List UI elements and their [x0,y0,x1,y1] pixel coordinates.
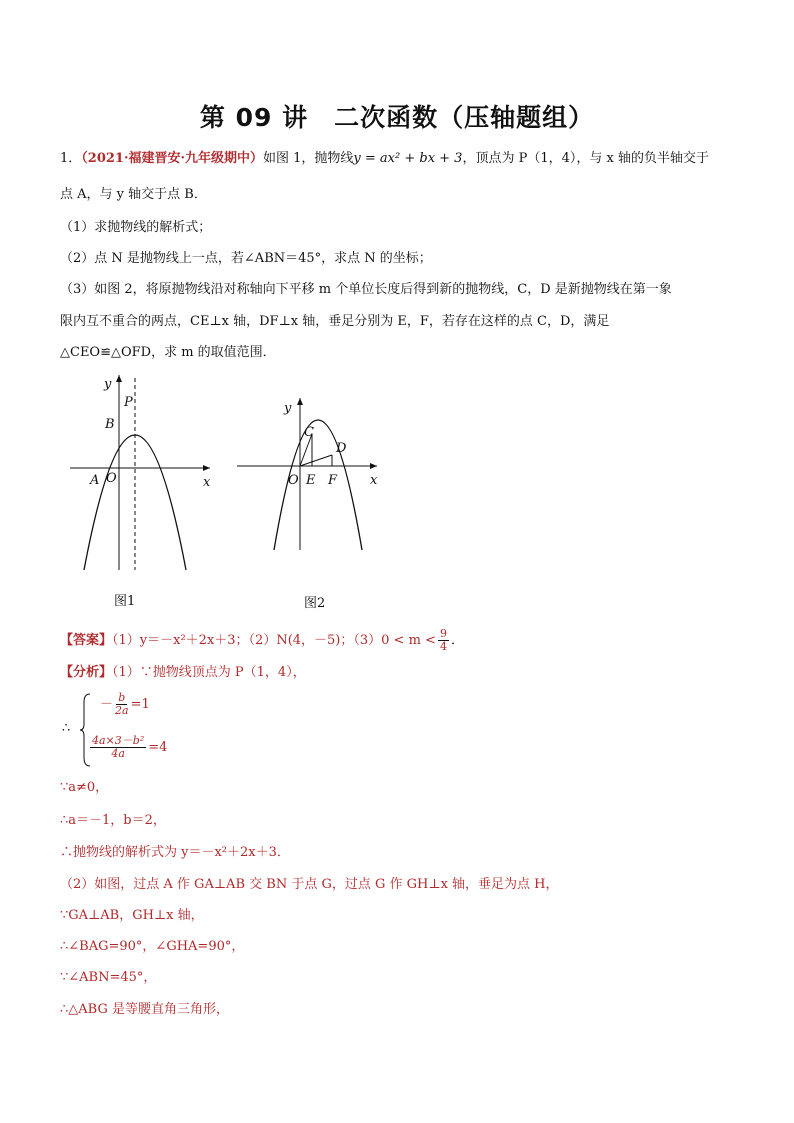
fraction-denominator: 2a [115,704,129,717]
analysis-line-angle-45: ∵∠ABN=45°， [60,970,157,985]
part-2: （2）点 N 是抛物线上一点，若∠ABN＝45°，求点 N 的坐标； [60,251,432,266]
fraction-denominator: 4 [439,640,447,653]
figure-1-caption: 图1 [114,594,136,609]
analysis-line-isosceles: ∴△ABG 是等腰直角三角形， [60,1002,229,1017]
equation: y = ax² + bx + 3 [353,151,463,166]
minus-sign: － [100,697,114,712]
label-y: y [104,377,112,392]
label-B: B [105,417,115,432]
label-O: O [288,473,299,488]
label-x: x [203,475,211,490]
x-axis-arrow [370,463,377,469]
question-text: ，顶点为 P（1，4），与 x 轴的负半轴交于 [462,151,709,166]
label-D: D [336,441,347,456]
figure-2 [232,390,392,560]
part-1: （1）求抛物线的解析式； [60,220,212,235]
system-equation-2 [88,735,167,760]
y-axis-arrow [116,375,122,382]
x-axis-arrow [203,465,210,471]
question-number: 1． [60,151,82,166]
analysis-tag: 【分析】 [60,665,113,680]
label-A: A [90,473,100,488]
part-3-line-2: 限内互不重合的两点，CE⊥x 轴，DF⊥x 轴，垂足分别为 E，F，若存在这样的点 C，D，满足 [60,314,610,329]
equation-rhs: =1 [130,697,150,712]
analysis-line-1 [60,664,306,682]
answer-fraction [438,628,449,653]
answer-text: （1）y＝－x²＋2x＋3；（2）N(4，－5)；（3）0 < m < [112,633,436,648]
figure-1 [60,370,230,580]
therefore-symbol: ∴ [62,721,71,736]
label-C: C [304,425,314,440]
answer-end: ． [450,633,464,648]
answer-tag: 【答案】 [60,633,113,648]
system-equation-1 [100,692,150,717]
question-line-1 [60,150,709,168]
analysis-line-right-angles: ∴∠BAG=90°，∠GHA=90°， [60,939,245,954]
label-P: P [124,395,133,410]
fraction-numerator: b [118,691,126,704]
segment-OD [300,455,332,466]
label-y: y [284,401,292,416]
fraction-numerator: 4a×3－b² [92,734,145,747]
label-F: F [328,473,338,488]
fraction-vertex-y [90,735,146,760]
analysis-text: （1）∵抛物线顶点为 P（1，4）， [112,665,306,680]
label-E: E [306,473,316,488]
label-O: O [106,471,117,486]
question-text: 如图 1，抛物线 [263,151,354,166]
question-line-2: 点 A，与 y 轴交于点 B． [60,187,207,202]
part-3-line-3: △CEO≌△OFD，求 m 的取值范围． [60,345,276,360]
label-x: x [370,473,378,488]
equation-rhs: =4 [148,740,168,755]
analysis-line-perpendicular: ∵GA⊥AB，GH⊥x 轴， [60,908,204,923]
fraction-denominator: 4a [111,747,125,760]
page-title: 第 09 讲 二次函数（压轴题组） [199,103,595,132]
analysis-line-ab-values: ∴a＝－1，b＝2， [60,813,166,828]
answer-line [60,628,464,653]
analysis-line-expression: ∴抛物线的解析式为 y＝－x²＋2x＋3． [60,845,290,860]
analysis-line-part2: （2）如图，过点 A 作 GA⊥AB 交 BN 于点 G，过点 G 作 GH⊥x 轴，垂足为点 H， [60,877,559,892]
figure-2-caption: 图2 [304,596,326,611]
question-source: （2021·福建晋安·九年级期中） [81,151,264,166]
y-axis-arrow [297,398,303,405]
fraction-b-2a [115,692,129,717]
part-3-line-1: （3）如图 2，将原抛物线沿对称轴向下平移 m 个单位长度后得到新的抛物线，C，D 是新抛物线在第一象 [60,282,672,297]
analysis-line-a-nonzero: ∵a≠0， [60,780,109,795]
fraction-numerator: 9 [439,627,447,640]
